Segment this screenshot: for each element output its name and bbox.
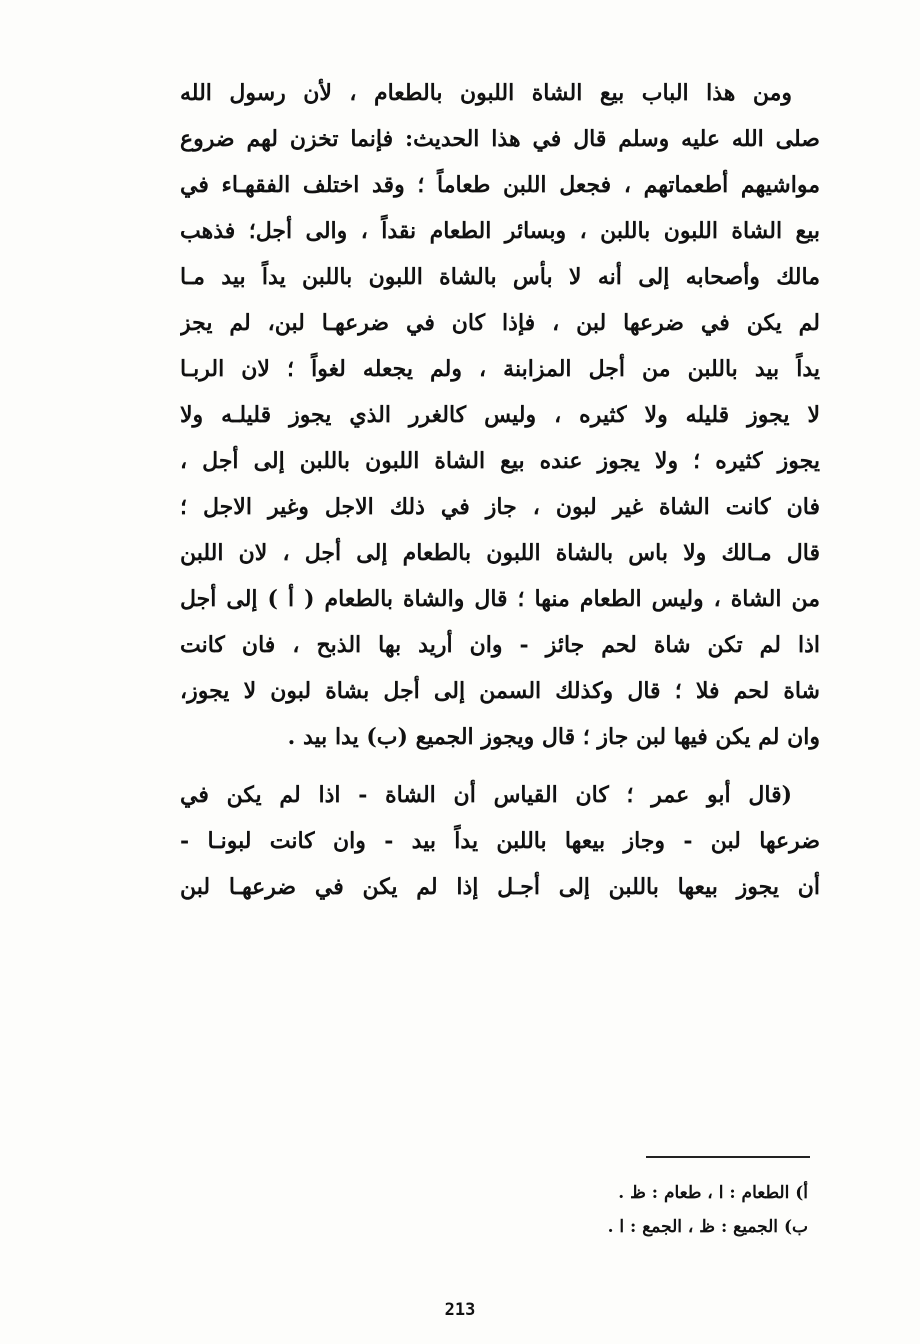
main-line-9: يجوز كثيره ؛ ولا يجوز عنده بيع الشاة اللبون باللبن إلى أجل ، <box>180 448 820 474</box>
footnote-divider <box>646 1156 810 1158</box>
main-line-13: اذا لم تكن شاة لحم جائز - وان أريد بها الذبح ، فان كانت <box>180 632 820 658</box>
commentary-line-3: أن يجوز بيعها باللبن إلى أجـل إذا لم يكن في ضرعهـا لبن <box>180 874 820 900</box>
footnote-b: ب) الجميع : ظ ، الجمع : ا . <box>607 1217 808 1237</box>
commentary-line-2: ضرعها لبن - وجاز بيعها باللبن يداً بيد - وان كانت لبونـا - <box>180 828 820 854</box>
main-line-12: من الشاة ، وليس الطعام منها ؛ قال والشاة بالطعام ( أ ) إلى أجل <box>180 586 820 612</box>
main-line-4: بيع الشاة اللبون باللبن ، وبسائر الطعام نقداً ، والى أجل؛ فذهب <box>180 218 820 244</box>
main-line-14: شاة لحم فلا ؛ قال وكذلك السمن إلى أجل بشاة لبون لا يجوز، <box>180 678 820 704</box>
main-line-11: قال مـالك ولا باس بالشاة اللبون بالطعام إلى أجل ، لان اللبن <box>180 540 820 566</box>
main-line-5: مالك وأصحابه إلى أنه لا بأس بالشاة اللبون باللبن يداً بيد مـا <box>180 264 820 290</box>
main-line-6: لم يكن في ضرعها لبن ، فإذا كان في ضرعهـا لبن، لم يجز <box>180 310 820 336</box>
main-paragraph <box>180 70 820 760</box>
footnotes <box>468 1176 808 1244</box>
page-number: 213 <box>444 1300 476 1320</box>
main-line-2: صلى الله عليه وسلم قال في هذا الحديث: فإنما تخزن لهم ضروع <box>180 126 820 152</box>
main-line-15: وان لم يكن فيها لبن جاز ؛ قال ويجوز الجميع (ب) يدا بيد . <box>287 724 820 750</box>
main-line-8: لا يجوز قليله ولا كثيره ، وليس كالغرر الذي يجوز قليلـه ولا <box>180 402 820 428</box>
main-line-3: مواشيهم أطعماتهم ، فجعل اللبن طعاماً ؛ وقد اختلف الفقهـاء في <box>180 172 820 198</box>
footnote-a: أ) الطعام : ا ، طعام : ظ . <box>618 1183 808 1203</box>
main-line-10: فان كانت الشاة غير لبون ، جاز في ذلك الاجل وغير الاجل ؛ <box>180 494 820 520</box>
main-line-7: يداً بيد باللبن من أجل المزابنة ، ولم يجعله لغواً ؛ لان الربـا <box>180 356 820 382</box>
main-line-1: ومن هذا الباب بيع الشاة اللبون بالطعام ، لأن رسول الله <box>180 80 792 106</box>
commentary-line-1: (قال أبو عمر ؛ كان القياس أن الشاة - اذا لم يكن في <box>180 782 792 808</box>
commentary-paragraph <box>180 772 820 910</box>
